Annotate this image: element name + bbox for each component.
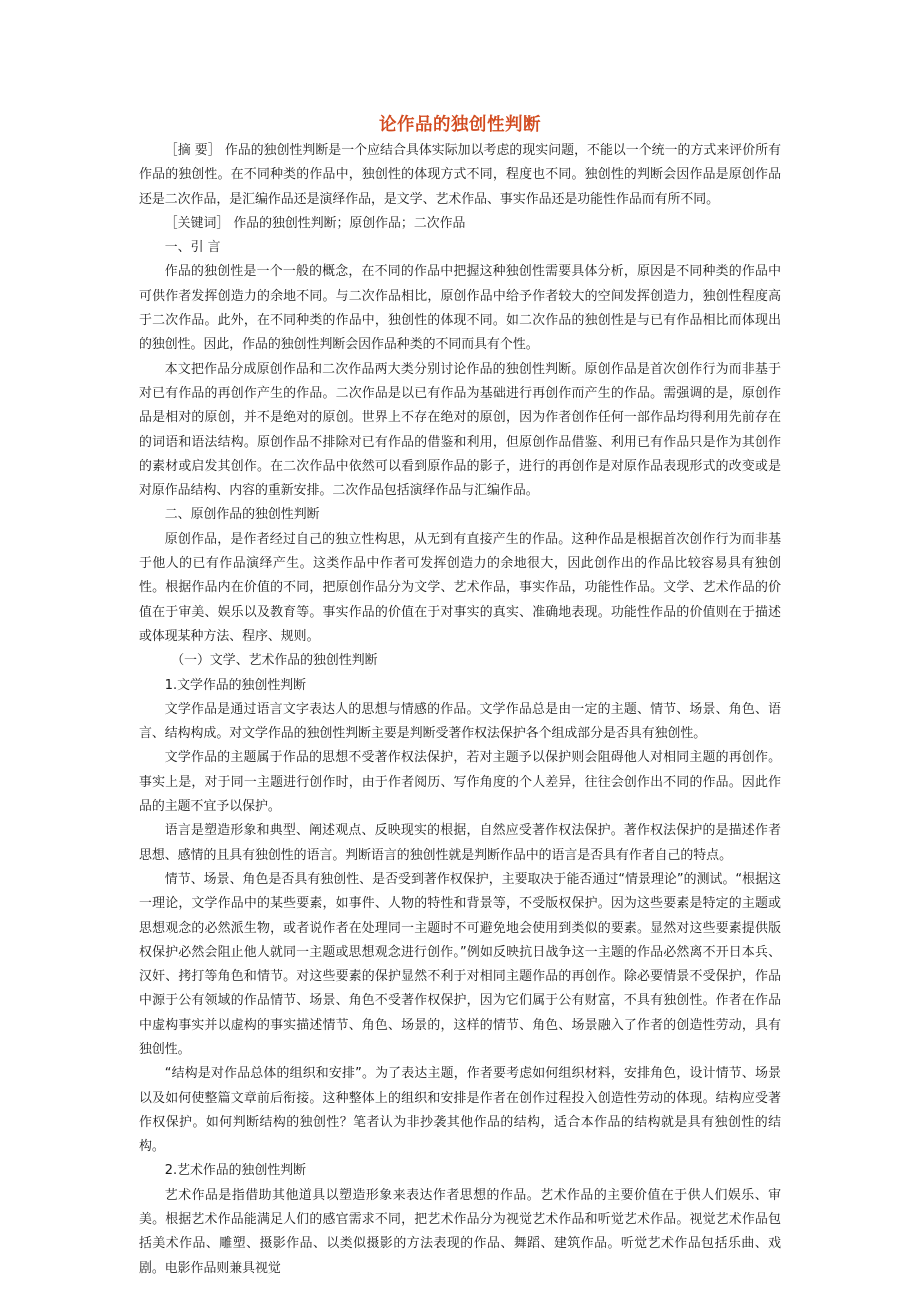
section-heading-original-works: 二、原创作品的独创性判断	[164, 507, 320, 523]
body-paragraph: 语言是塑造形象和典型、阐述观点、反映现实的根据，自然应受著作权法保护。著作权法保护的是描述作者思想、感情的且具有独创性的语言。判断语言的独创性就是判断作品中的语言是否具有作者自己的特点。	[139, 823, 781, 863]
article-body	[139, 112, 781, 1281]
section-heading-introduction: 一、引 言	[164, 240, 221, 256]
body-paragraph: 作品的独创性是一个一般的概念，在不同的作品中把握这种独创性需要具体分析，原因是不同种类的作品中可供作者发挥创造力的余地不同。与二次作品相比，原创作品中给予作者较大的空间发挥创造力，独创性程度高于二次作品。此外，在不同种类的作品中，独创性的体现不同。如二次作品的独创性是与已有作品相比而体现出的独创性。因此，作品的独创性判断会因作品种类的不同而具有个性。	[139, 264, 781, 353]
body-paragraph: 文学作品是通过语言文字表达人的思想与情感的作品。文学作品总是由一定的主题、情节、场景、角色、语言、结构构成。对文学作品的独创性判断主要是判断受著作权法保护各个组成部分是否具有独创性。	[139, 701, 781, 742]
subsection-heading-literary: 1.文学作品的独创性判断	[164, 677, 307, 693]
subsection-heading-art: 2.艺术作品的独创性判断	[164, 1163, 307, 1179]
subsection-heading-literary-art: （一）文学、艺术作品的独创性判断	[171, 653, 378, 669]
article-title: 论作品的独创性判断	[379, 115, 541, 135]
body-paragraph: 本文把作品分成原创作品和二次作品两大类分别讨论作品的独创性判断。原创作品是首次创作行为而非基于对已有作品的再创作产生的作品。二次作品是以已有作品为基础进行再创作而产生的作品。需强调的是，原创作品是相对的原创，并不是绝对的原创。世界上不存在绝对的原创，因为作者创作任何一部作品均得利用先前存在的词语和语法结构。原创作品不排除对已有作品的借鉴和利用，但原创作品借鉴、利用已有作品只是作为其创作的素材或启发其创作。在二次作品中依然可以看到原作品的影子，进行的再创作是对原作品表现形式的改变或是对原作品结构、内容的重新安排。二次作品包括演绎作品与汇编作品。	[139, 361, 781, 499]
body-paragraph: 原创作品，是作者经过自己的独立性构思，从无到有直接产生的作品。这种作品是根据首次创作行为而非基于他人的已有作品演绎产生。这类作品中作者可发挥创造力的余地很大，因此创作出的作品比较容易具有独创性。根据作品内在价值的不同，把原创作品分为文学、艺术作品，事实作品，功能性作品。文学、艺术作品的价值在于审美、娱乐以及教育等。事实作品的价值在于对事实的真实、准确地表现。功能性作品的价值则在于描述或体现某种方法、程序、规则。	[139, 531, 781, 644]
abstract: ［摘 要］ 作品的独创性判断是一个应结合具体实际加以考虑的现实问题，不能以一个统一的方式来评价所有作品的独创性。在不同种类的作品中，独创性的体现方式不同，程度也不同。独创性的判断会因作品是原创作品还是二次作品，是汇编作品还是演绎作品，是文学、艺术作品、事实作品还是功能性作品而有所不同。	[139, 143, 781, 207]
body-paragraph: “结构是对作品总体的组织和安排”。为了表达主题，作者要考虑如何组织材料，安排角色，设计情节、场景以及如何使整篇文章前后衔接。这种整体上的组织和安排是作者在创作过程投入创造性劳动的体现。结构应受著作权保护。如何判断结构的独创性？笔者认为非抄袭其他作品的结构，适合本作品的结构就是具有独创性的结构。	[139, 1066, 781, 1155]
body-paragraph: 艺术作品是指借助其他道具以塑造形象来表达作者思想的作品。艺术作品的主要价值在于供人们娱乐、审美。根据艺术作品能满足人们的感官需求不同，把艺术作品分为视觉艺术作品和听觉艺术作品。视觉艺术作品包括美术作品、雕塑、摄影作品、以类似摄影的方法表现的作品、舞蹈、建筑作品。听觉艺术作品包括乐曲、戏剧。电影作品则兼具视觉	[139, 1187, 781, 1276]
body-paragraph: 文学作品的主题属于作品的思想不受著作权法保护，若对主题予以保护则会阻碍他人对相同主题的再创作。事实上是，对于同一主题进行创作时，由于作者阅历、写作角度的个人差异，往往会创作出不同的作品。因此作品的主题不宜予以保护。	[139, 750, 781, 815]
keywords: ［关键词］ 作品的独创性判断；原创作品；二次作品	[164, 215, 466, 231]
body-paragraph: 情节、场景、角色是否具有独创性、是否受到著作权保护，主要取决于能否通过“情景理论”的测试。“根据这一理论，文学作品中的某些要素，如事件、人物的特性和背景等，不受版权保护。因为这些要素是特定的主题或思想观念的必然派生物，或者说作者在处理同一主题时不可避免地会使用到类似的要素。显然对这些要素提供版权保护必然会阻止他人就同一主题或思想观念进行创作。”例如反映抗日战争这一主题的作品必然离不开日本兵、汉奸、拷打等角色和情节。对这些要素的保护显然不利于对相同主题作品的再创作。除必要情景不受保护，作品中源于公有领域的作品情节、场景、角色不受著作权保护，因为它们属于公有财富，不具有独创性。作者在作品中虚构事实并以虚构的事实描述情节、角色、场景的，这样的情节、角色、场景融入了作者的创造性劳动，具有独创性。	[139, 871, 781, 1057]
